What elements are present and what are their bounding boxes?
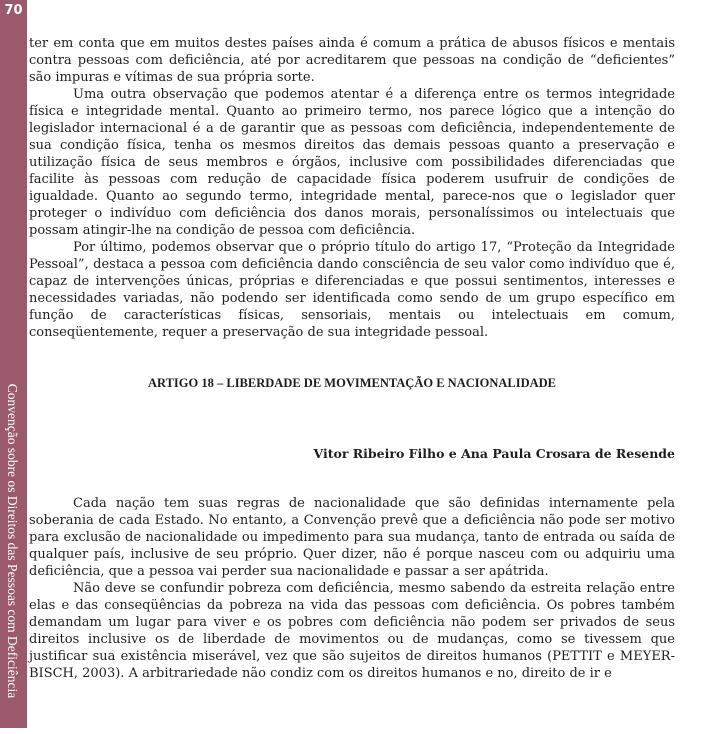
article-authors: Vitor Ribeiro Filho e Ana Paula Crosara de Resende [313,446,675,461]
sidebar-band [0,0,27,728]
body-text-top [29,35,675,341]
paragraph: Por último, podemos observar que o próprio título do artigo 17, “Proteção da Integridade Pessoal”, destaca a pessoa com deficiência dando consciência de seu valor como indivíduo que é, capaz de intervenções únicas, próprias e diferenciadas e que possui sentimentos, interesses e necessidades variadas, não podendo ser identificada como sendo de um grupo específico em função de características físicas, sensoriais, mentais ou intelectuais em comum, conseqüentemente, requer a preservação de sua integridade pessoal. [29,240,675,340]
paragraph: Não deve se confundir pobreza com deficiência, mesmo sabendo da estreita relação entre elas e das conseqüências da pobreza na vida das pessoas com deficiência. Os pobres também demandam um lugar para viver e os pobres com deficiência não podem ser privados de seus direitos inclusive os de liberdade de movimentos ou de mudanças, como se tivessem que justificar sua existência miserável, vez que são sujeitos de direitos humanos (PETTIT e MEYER-BISCH, 2003). A arbitrariedade não condiz com os direitos humanos e no, direito de ir e [29,581,675,681]
body-text-bottom [29,495,675,682]
paragraph: ter em conta que em muitos destes países ainda é comum a prática de abusos físicos e mentais contra pessoas com deficiência, até por acreditarem que pessoas na condição de “deficientes” são impuras e vítimas de sua própria sorte. [29,36,675,85]
sidebar-book-title: Convenção sobre os Direitos das Pessoas com Deficiência [5,383,20,699]
article-heading: ARTIGO 18 – LIBERDADE DE MOVIMENTAÇÃO E NACIONALIDADE [147,376,557,390]
paragraph: Cada nação tem suas regras de nacionalidade que são definidas internamente pela soberania de cada Estado. No entanto, a Convenção prevê que a deficiência não pode ser motivo para exclusão de nacionalidade ou impedimento para sua mudança, tanto de entrada ou saída de qualquer país, inclusive de seu próprio. Quer dizer, não é porque nasceu com ou adquiriu uma deficiência, que a pessoa vai perder sua nacionalidade e passar a ser apátrida. [29,496,675,579]
paragraph: Uma outra observação que podemos atentar é a diferença entre os termos integridade física e integridade mental. Quanto ao primeiro termo, nos parece lógico que a intenção do legislador internacional é a de garantir que as pessoas com deficiência, independentemente de sua condição física, tenha os mesmos direitos das demais pessoas quanto a preservação e utilização física de seus membros e órgãos, inclusive com possibilidades diferenciadas que facilite às pessoas com redução de capacidade física poderem usufruir de condições de igualdade. Quanto ao segundo termo, integridade mental, parece-nos que o legislador quer proteger o indivíduo com deficiência dos danos morais, personalíssimos ou intelectuais que possam atingir-lhe na condição de pessoa com deficiência. [29,87,675,238]
page-number: 70 [4,3,23,18]
